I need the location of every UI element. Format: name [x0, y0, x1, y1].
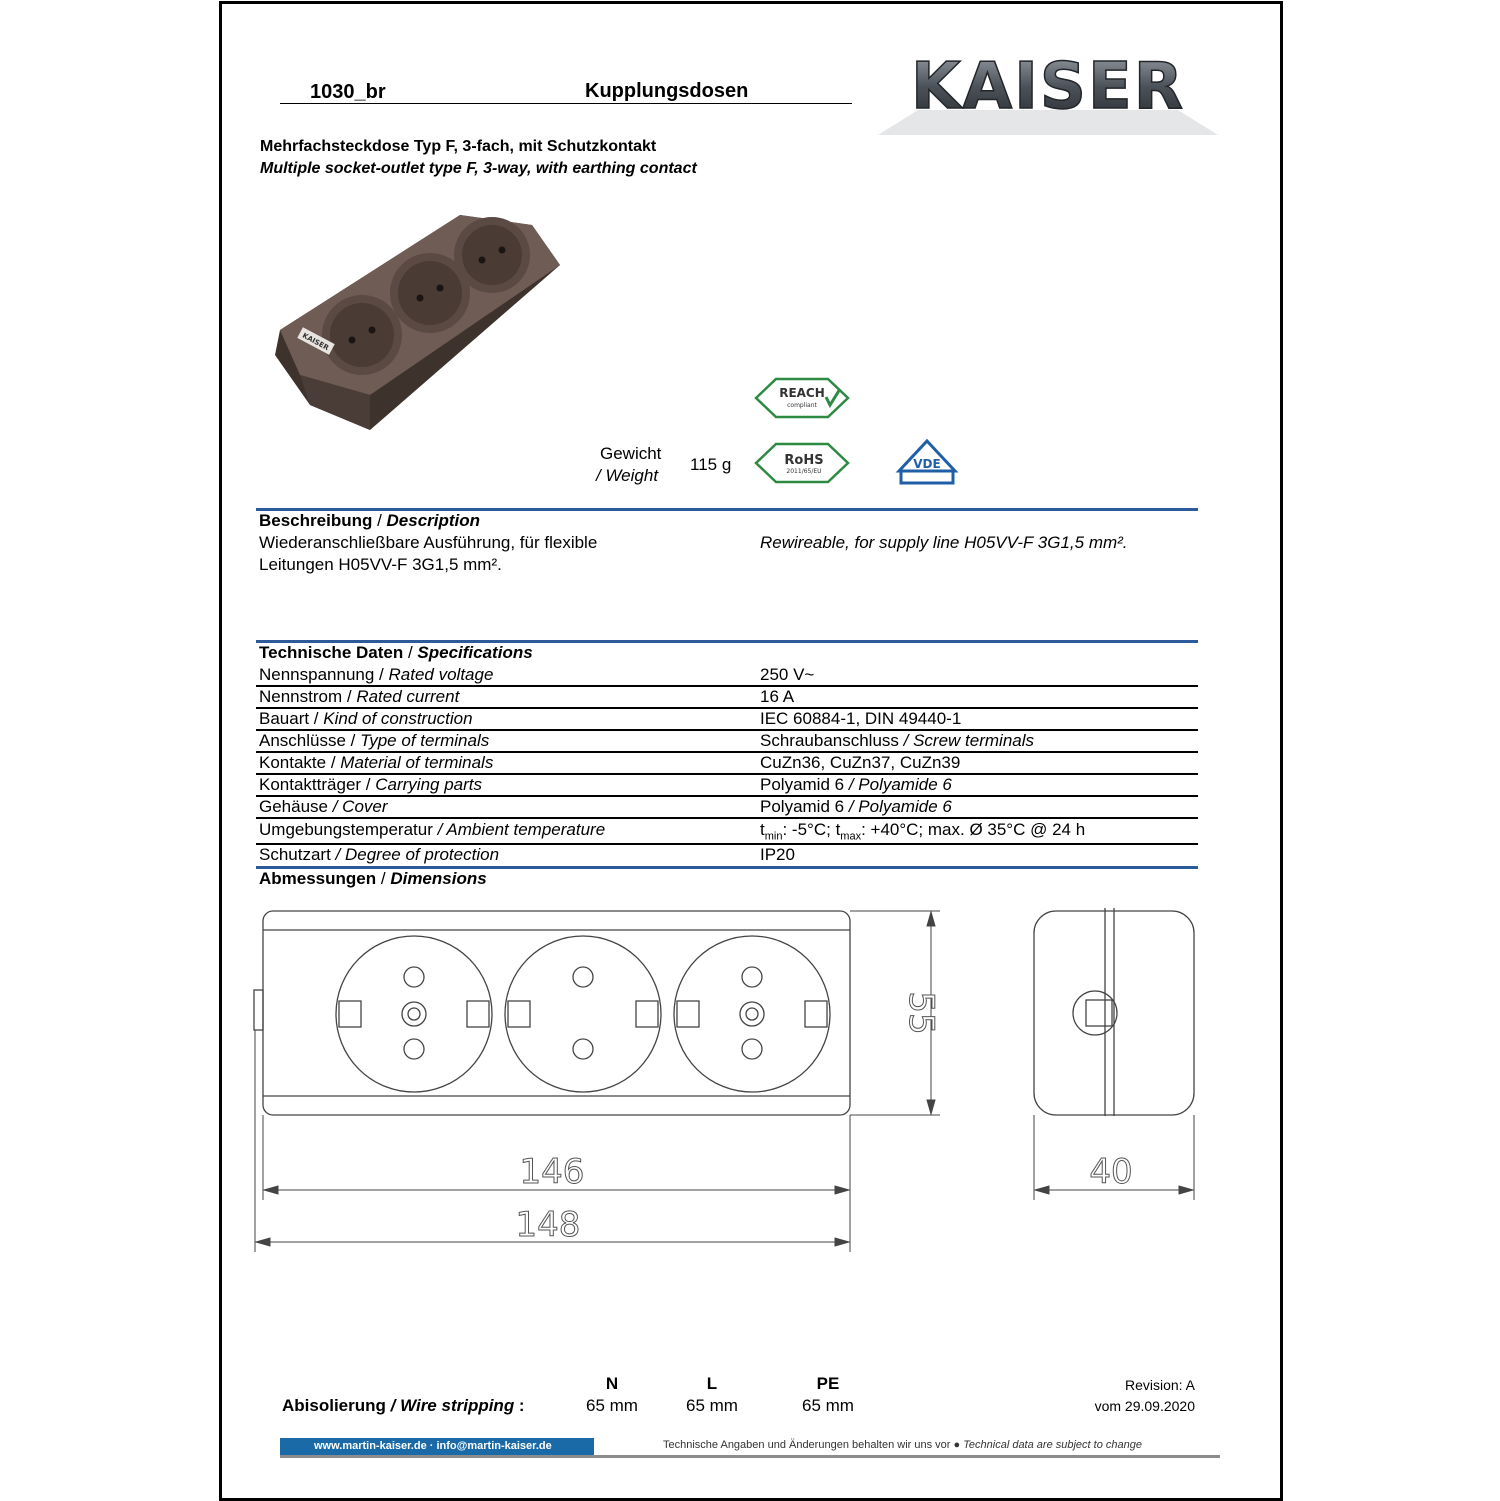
row-divider	[256, 817, 1198, 819]
description-heading: Beschreibung / Description	[259, 511, 481, 530]
svg-text:148: 148	[515, 1205, 581, 1245]
spec-label: Nennspannung / Rated voltage	[259, 665, 494, 684]
revision-label: Revision: A	[1124, 1377, 1195, 1393]
description-german-line1: Wiederanschließbare Ausführung, für flexible	[259, 533, 598, 552]
svg-text:RoHS: RoHS	[784, 453, 824, 468]
spec-value: 250 V~	[760, 665, 815, 684]
footer-rule	[280, 1455, 1220, 1458]
dimension-drawing	[250, 900, 1210, 1260]
footer-contact[interactable]: www.martin-kaiser.de · info@martin-kaiser.de	[314, 1440, 552, 1452]
spec-value: Polyamid 6 / Polyamide 6	[760, 775, 952, 794]
spec-label: Schutzart / Degree of protection	[259, 845, 500, 864]
vde-mark	[895, 437, 959, 489]
svg-text:VDE: VDE	[913, 457, 941, 471]
spec-value: IEC 60884-1, DIN 49440-1	[760, 709, 962, 728]
spec-value: 16 A	[760, 687, 795, 706]
spec-label: Anschlüsse / Type of terminals	[259, 731, 490, 750]
weight-value: 115 g	[690, 455, 732, 474]
svg-text:2011/65/EU: 2011/65/EU	[786, 468, 822, 475]
title-english: Multiple socket-outlet type F, 3-way, with earthing contact	[260, 160, 697, 177]
spec-value: CuZn36, CuZn37, CuZn39	[760, 753, 961, 772]
revision-date: vom 29.09.2020	[1094, 1398, 1195, 1414]
weight-label-german: Gewicht	[600, 444, 662, 463]
svg-text:REACH: REACH	[779, 386, 825, 400]
spec-label: Nennstrom / Rated current	[259, 687, 460, 706]
svg-text:40: 40	[1089, 1152, 1133, 1192]
svg-text:compliant: compliant	[787, 402, 817, 409]
description-english: Rewireable, for supply line H05VV-F 3G1,5 mm².	[760, 533, 1128, 552]
spec-value: Polyamid 6 / Polyamide 6	[760, 797, 952, 816]
spec-label: Bauart / Kind of construction	[259, 709, 473, 728]
stripping-label: Abisolierung / Wire stripping :	[282, 1396, 525, 1415]
spec-value: Schraubanschluss / Screw terminals	[760, 731, 1035, 750]
article-number: 1030_br	[310, 81, 386, 103]
description-german-line2: Leitungen H05VV-F 3G1,5 mm².	[259, 555, 502, 574]
kaiser-logo	[878, 50, 1218, 135]
row-divider	[256, 795, 1198, 797]
svg-text:KAISER: KAISER	[910, 50, 1186, 124]
svg-text:KAISER: KAISER	[300, 331, 331, 353]
weight-label-english: / Weight	[596, 466, 659, 485]
category-title: Kupplungsdosen	[585, 80, 749, 102]
svg-text:146: 146	[519, 1152, 585, 1192]
spec-label: Kontakte / Material of terminals	[259, 753, 494, 772]
header-underline	[280, 103, 852, 104]
specs-heading: Technische Daten / Specifications	[259, 643, 533, 662]
spec-label: Gehäuse / Cover	[259, 797, 388, 816]
dimensions-heading: Abmessungen / Dimensions	[259, 869, 487, 888]
rohs-badge	[752, 440, 852, 486]
product-photo	[270, 205, 570, 435]
title-german: Mehrfachsteckdose Typ F, 3-fach, mit Schutzkontakt	[260, 138, 657, 155]
spec-value: IP20	[760, 845, 795, 864]
svg-text:55: 55	[901, 991, 941, 1035]
spec-label: Kontaktträger / Carrying parts	[259, 775, 482, 794]
reach-badge	[752, 375, 852, 421]
spec-value-temperature: $t_{min}$: -5°C; $t_{max}$: +40°C; max. Ø 35°C @ 24 h	[760, 820, 1086, 843]
footer-note: Technische Angaben und Änderungen behalten wir uns vor ● Technical data are subject to change	[663, 1439, 1142, 1451]
spec-label: Umgebungstemperatur / Ambient temperature	[259, 820, 606, 839]
